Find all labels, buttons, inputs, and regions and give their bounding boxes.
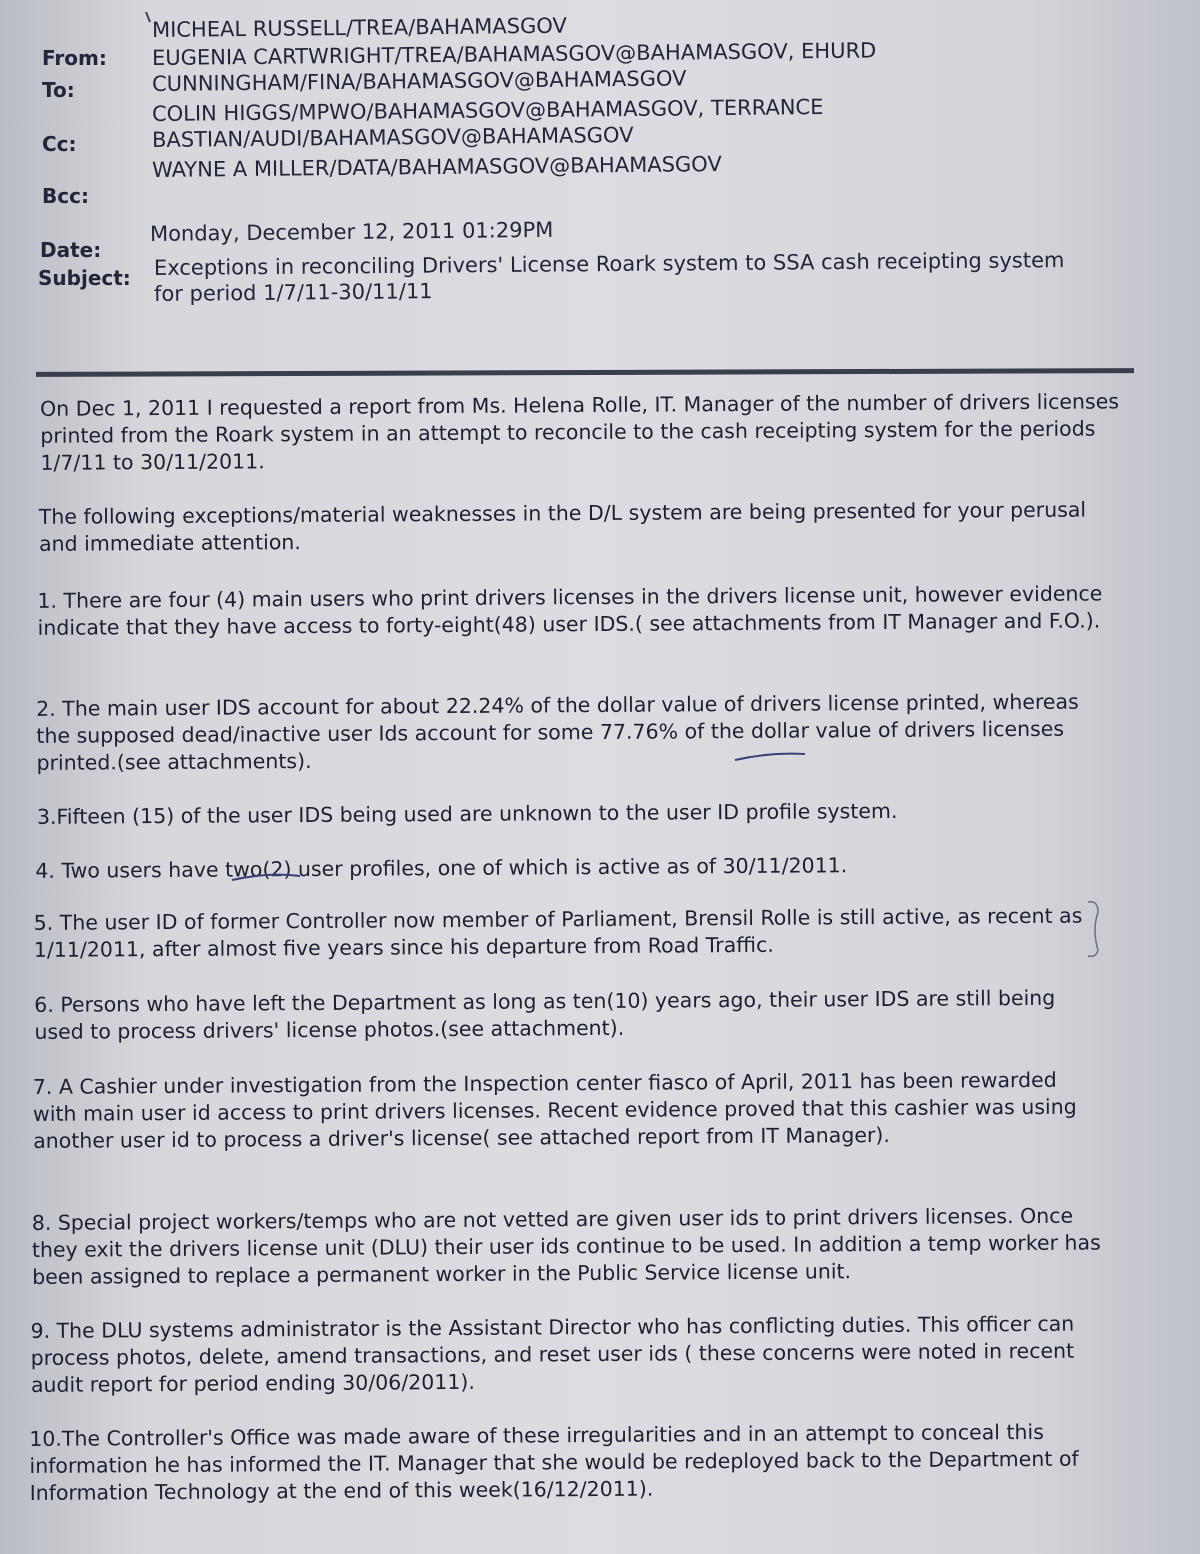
bcc-label: Bcc:	[42, 184, 89, 208]
underline-mark-1	[735, 754, 805, 760]
bcc-value: WAYNE A MILLER/DATA/BAHAMASGOV@BAHAMASGOV	[151, 152, 722, 182]
list-item-1: 1. There are four (4) main users who print drivers licenses in the drivers license unit, however evidence indicate that they have access to forty-eight(48) user IDS.( see attachments from IT Manager and F.O.).	[37, 581, 1103, 640]
bracket-mark	[1088, 902, 1098, 957]
intro-paragraph: On Dec 1, 2011 I requested a report from Ms. Helena Rolle, IT. Manager of the number of drivers licenses printed from the Roark system in an attempt to reconcile to the cash receipting system for the periods 1/7/11 to 30/11/2011.	[40, 389, 1120, 475]
list-item-4: 4. Two users have two(2) user profiles, one of which is active as of 30/11/2011.	[35, 853, 848, 883]
subject-value-line-1: Exceptions in reconciling Drivers' License Roark system to SSA cash receipting system	[153, 248, 1065, 280]
tick-mark	[146, 12, 150, 22]
list-item-8: 8. Special project workers/temps who are not vetted are given user ids to print drivers licenses. Once they exit the drivers license unit (DLU) their user ids continue to be used. In addition a temp worker has been assigned to replace a permanent worker in the Public Service license unit.	[31, 1203, 1101, 1289]
cc-label: Cc:	[42, 132, 77, 156]
list-item-3: 3.Fifteen (15) of the user IDS being used are unknown to the user ID profile system.	[36, 798, 898, 829]
list-item-10: 10.The Controller's Office was made aware of these irregularities and in an attempt to conceal this information he has informed the IT. Manager that she would be redeployed back to the Department of Information Technology at the end of this week(16/12/2011).	[29, 1419, 1079, 1505]
from-value: MICHEAL RUSSELL/TREA/BAHAMASGOV	[151, 13, 567, 42]
underline-mark-2	[232, 875, 300, 880]
list-item-2: 2. The main user IDS account for about 22.24% of the dollar value of drivers license printed, whereas the supposed dead/inactive user Ids account for some 77.76% of the dollar value of drivers licenses printed.(see attachments).	[36, 689, 1079, 775]
cc-value-line-1: COLIN HIGGS/MPWO/BAHAMASGOV@BAHAMASGOV, TERRANCE	[151, 94, 824, 126]
from-label: From:	[42, 46, 107, 70]
list-item-6: 6. Persons who have left the Department as long as ten(10) years ago, their user IDS are still being used to process drivers' license photos.(see attachment).	[34, 985, 1056, 1044]
date-value: Monday, December 12, 2011 01:29PM	[149, 217, 554, 246]
lead-paragraph: The following exceptions/material weaknesses in the D/L system are being presented for your perusal and immediate attention.	[38, 497, 1087, 556]
list-item-9: 9. The DLU systems administrator is the Assistant Director who has conflicting duties. This officer can process photos, delete, amend transactions, and reset user ids ( these concerns were noted in recent audit report for period ending 30/06/2011).	[30, 1311, 1075, 1397]
date-label: Date:	[40, 238, 102, 262]
list-item-7: 7. A Cashier under investigation from the Inspection center fiasco of April, 2011 has been rewarded with main user id access to print drivers licenses. Recent evidence proved that this cashier was using another user id to process a driver's license( see attached report from IT Manager).	[32, 1067, 1077, 1153]
list-item-5: 5. The user ID of former Controller now member of Parliament, Brensil Rolle is still active, as recent as 1/11/2011, after almost five years since his departure from Road Traffic.	[33, 903, 1083, 962]
to-value-line-1: EUGENIA CARTWRIGHT/TREA/BAHAMASGOV@BAHAMASGOV, EHURD	[151, 38, 877, 70]
subject-value-line-2: for period 1/7/11-30/11/11	[153, 279, 433, 306]
subject-label: Subject:	[38, 266, 131, 290]
cc-value-line-2: BASTIAN/AUDI/BAHAMASGOV@BAHAMASGOV	[151, 122, 634, 152]
to-value-line-2: CUNNINGHAM/FINA/BAHAMASGOV@BAHAMASGOV	[151, 66, 687, 96]
to-label: To:	[42, 78, 75, 102]
